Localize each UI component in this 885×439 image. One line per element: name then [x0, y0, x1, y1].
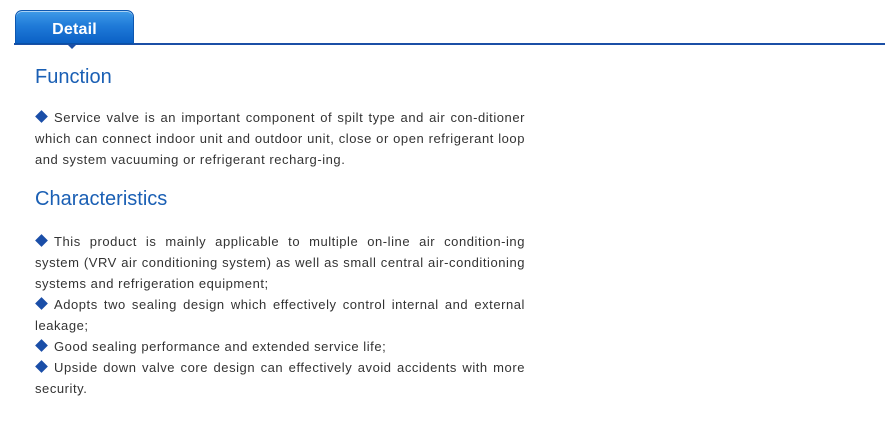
diamond-bullet-icon — [35, 339, 48, 352]
characteristic-text: Adopts two sealing design which effectively control internal and external leakage; — [35, 297, 525, 333]
function-title: Function — [35, 66, 112, 88]
characteristics-list — [35, 231, 525, 399]
list-item — [35, 294, 525, 336]
diamond-bullet-icon — [35, 110, 48, 123]
tab-detail[interactable] — [15, 10, 134, 44]
tab-pointer-icon — [67, 44, 77, 49]
list-item — [35, 357, 525, 399]
characteristic-text: This product is mainly applicable to multiple on-line air condition-ing system (VRV air conditioning system) as well as small central air-conditioning systems and refrigeration equipment; — [35, 234, 525, 291]
tab-bar — [0, 0, 885, 46]
detail-content — [35, 64, 525, 399]
characteristic-text: Good sealing performance and extended service life; — [54, 339, 387, 354]
diamond-bullet-icon — [35, 234, 48, 247]
diamond-bullet-icon — [35, 360, 48, 373]
function-text: Service valve is an important component of spilt type and air con-ditioner which can connect indoor unit and outdoor unit, close or open refrigerant loop and system vacuuming or refrigerant recharg-ing. — [35, 110, 525, 167]
list-item — [35, 336, 525, 357]
tab-underline — [14, 43, 885, 45]
list-item — [35, 231, 525, 294]
characteristics-title: Characteristics — [35, 188, 168, 210]
characteristic-text: Upside down valve core design can effectively avoid accidents with more security. — [35, 360, 525, 396]
diamond-bullet-icon — [35, 297, 48, 310]
tab-detail-label: Detail — [52, 21, 97, 38]
function-paragraph — [35, 107, 525, 170]
